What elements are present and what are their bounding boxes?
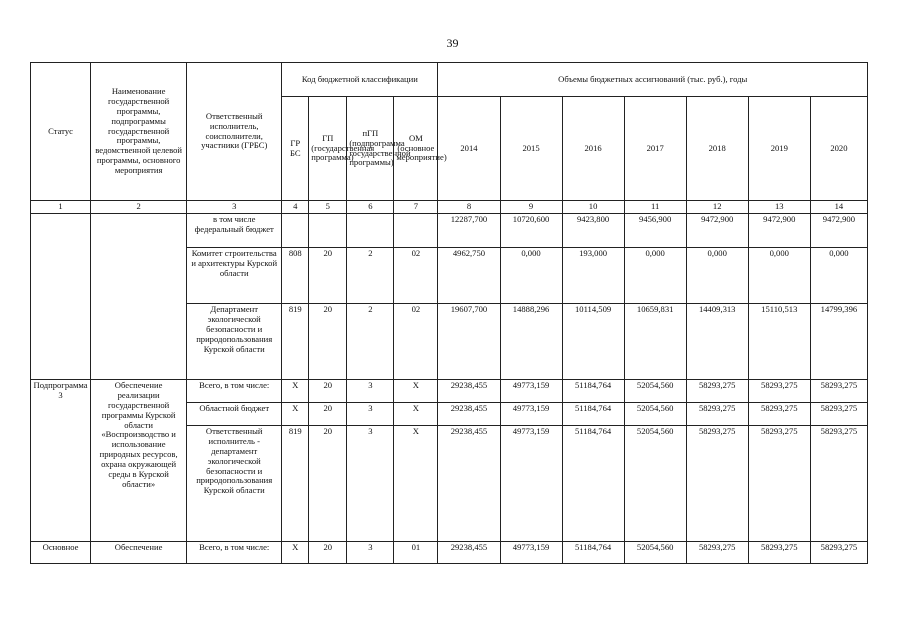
status-cell: Основное xyxy=(31,542,91,564)
value-cell: 58293,275 xyxy=(810,380,867,403)
col-pgp-header: пГП (подпрограмма государственной программы) xyxy=(347,97,394,201)
value-cell: 52054,560 xyxy=(624,426,686,542)
grbs-cell xyxy=(282,214,309,248)
column-number-row xyxy=(31,201,868,214)
pgp-cell xyxy=(347,214,394,248)
value-cell: 14799,396 xyxy=(810,304,867,380)
gp-cell: 20 xyxy=(309,426,347,542)
year-header: 2016 xyxy=(562,97,624,201)
executor-cell: в том числе федеральный бюджет xyxy=(187,214,282,248)
om-cell: Х xyxy=(394,380,438,403)
gp-cell: 20 xyxy=(309,380,347,403)
value-cell: 4962,750 xyxy=(438,248,500,304)
col-budget-code-header: Код бюджетной классификации xyxy=(282,63,438,97)
value-cell: 0,000 xyxy=(500,248,562,304)
grbs-cell: Х xyxy=(282,403,309,426)
value-cell: 9472,900 xyxy=(810,214,867,248)
table-row xyxy=(31,214,868,248)
column-number: 2 xyxy=(91,201,187,214)
executor-cell: Всего, в том числе: xyxy=(187,380,282,403)
value-cell: 58293,275 xyxy=(810,542,867,564)
grbs-cell: 808 xyxy=(282,248,309,304)
value-cell: 10114,509 xyxy=(562,304,624,380)
value-cell: 58293,275 xyxy=(748,542,810,564)
value-cell: 0,000 xyxy=(810,248,867,304)
column-number: 6 xyxy=(347,201,394,214)
col-volumes-header: Объемы бюджетных ассигнований (тыс. руб.), годы xyxy=(438,63,868,97)
column-number: 12 xyxy=(686,201,748,214)
name-cell: Обеспечение xyxy=(91,542,187,564)
gp-cell: 20 xyxy=(309,304,347,380)
column-number: 13 xyxy=(748,201,810,214)
value-cell: 49773,159 xyxy=(500,403,562,426)
year-header: 2017 xyxy=(624,97,686,201)
value-cell: 10720,600 xyxy=(500,214,562,248)
value-cell: 51184,764 xyxy=(562,542,624,564)
value-cell: 9423,800 xyxy=(562,214,624,248)
col-name-header: Наименование государственной программы, подпрограммы государственной программы, ведомственной целевой программы, основного мероприятия xyxy=(91,63,187,201)
col-om-header: ОМ (основное мероприятие) xyxy=(394,97,438,201)
value-cell: 29238,455 xyxy=(438,403,500,426)
value-cell: 29238,455 xyxy=(438,542,500,564)
name-cell xyxy=(91,214,187,380)
value-cell: 19607,700 xyxy=(438,304,500,380)
value-cell: 58293,275 xyxy=(810,403,867,426)
grbs-cell: 819 xyxy=(282,304,309,380)
value-cell: 58293,275 xyxy=(686,542,748,564)
page-number: 39 xyxy=(446,36,459,50)
column-number: 8 xyxy=(438,201,500,214)
value-cell: 58293,275 xyxy=(810,426,867,542)
pgp-cell: 2 xyxy=(347,248,394,304)
value-cell: 49773,159 xyxy=(500,426,562,542)
pgp-cell: 3 xyxy=(347,426,394,542)
column-number: 1 xyxy=(31,201,91,214)
status-cell: Подпрограмма 3 xyxy=(31,380,91,542)
table-row xyxy=(31,380,868,403)
executor-cell: Департамент экологической безопасности и природопользования Курской области xyxy=(187,304,282,380)
pgp-cell: 3 xyxy=(347,542,394,564)
value-cell: 58293,275 xyxy=(748,426,810,542)
pgp-cell: 3 xyxy=(347,380,394,403)
value-cell: 29238,455 xyxy=(438,380,500,403)
col-status-header: Статус xyxy=(31,63,91,201)
value-cell: 9472,900 xyxy=(686,214,748,248)
value-cell: 14409,313 xyxy=(686,304,748,380)
name-cell: Обеспечение реализации государственной программы Курской области «Воспроизводство и использование природных ресурсов, охрана окружающей среды в Курской области» xyxy=(91,380,187,542)
value-cell: 51184,764 xyxy=(562,426,624,542)
grbs-cell: 819 xyxy=(282,426,309,542)
gp-cell: 20 xyxy=(309,248,347,304)
value-cell: 29238,455 xyxy=(438,426,500,542)
grbs-cell: Х xyxy=(282,542,309,564)
executor-cell: Всего, в том числе: xyxy=(187,542,282,564)
budget-table xyxy=(30,62,868,564)
executor-cell: Ответственный исполнитель - департамент экологической безопасности и природопользования Курской области xyxy=(187,426,282,542)
year-header: 2019 xyxy=(748,97,810,201)
column-number: 3 xyxy=(187,201,282,214)
table-row xyxy=(31,542,868,564)
value-cell: 0,000 xyxy=(686,248,748,304)
value-cell: 52054,560 xyxy=(624,403,686,426)
om-cell: Х xyxy=(394,403,438,426)
value-cell: 0,000 xyxy=(748,248,810,304)
year-header: 2014 xyxy=(438,97,500,201)
value-cell: 58293,275 xyxy=(686,426,748,542)
grbs-cell: Х xyxy=(282,380,309,403)
value-cell: 0,000 xyxy=(624,248,686,304)
header-row-1 xyxy=(31,63,868,97)
year-header: 2018 xyxy=(686,97,748,201)
value-cell: 9472,900 xyxy=(748,214,810,248)
gp-cell xyxy=(309,214,347,248)
pgp-cell: 2 xyxy=(347,304,394,380)
executor-cell: Областной бюджет xyxy=(187,403,282,426)
om-cell xyxy=(394,214,438,248)
year-header: 2020 xyxy=(810,97,867,201)
value-cell: 51184,764 xyxy=(562,380,624,403)
value-cell: 58293,275 xyxy=(748,403,810,426)
om-cell: 02 xyxy=(394,248,438,304)
value-cell: 49773,159 xyxy=(500,380,562,403)
value-cell: 58293,275 xyxy=(748,380,810,403)
om-cell: 02 xyxy=(394,304,438,380)
value-cell: 52054,560 xyxy=(624,380,686,403)
value-cell: 193,000 xyxy=(562,248,624,304)
pgp-cell: 3 xyxy=(347,403,394,426)
executor-cell: Комитет строительства и архитектуры Курской области xyxy=(187,248,282,304)
col-gp-header: ГП (государственная программа) xyxy=(309,97,347,201)
column-number: 5 xyxy=(309,201,347,214)
om-cell: 01 xyxy=(394,542,438,564)
column-number: 7 xyxy=(394,201,438,214)
column-number: 11 xyxy=(624,201,686,214)
status-cell xyxy=(31,214,91,380)
value-cell: 51184,764 xyxy=(562,403,624,426)
value-cell: 58293,275 xyxy=(686,380,748,403)
column-number: 9 xyxy=(500,201,562,214)
value-cell: 49773,159 xyxy=(500,542,562,564)
gp-cell: 20 xyxy=(309,542,347,564)
col-grbs-header: ГР БС xyxy=(282,97,309,201)
value-cell: 9456,900 xyxy=(624,214,686,248)
year-header: 2015 xyxy=(500,97,562,201)
om-cell: Х xyxy=(394,426,438,542)
value-cell: 14888,296 xyxy=(500,304,562,380)
value-cell: 12287,700 xyxy=(438,214,500,248)
gp-cell: 20 xyxy=(309,403,347,426)
column-number: 14 xyxy=(810,201,867,214)
value-cell: 52054,560 xyxy=(624,542,686,564)
value-cell: 58293,275 xyxy=(686,403,748,426)
column-number: 4 xyxy=(282,201,309,214)
column-number: 10 xyxy=(562,201,624,214)
col-executor-header: Ответственный исполнитель, соисполнители, участники (ГРБС) xyxy=(187,63,282,201)
value-cell: 10659,831 xyxy=(624,304,686,380)
value-cell: 15110,513 xyxy=(748,304,810,380)
